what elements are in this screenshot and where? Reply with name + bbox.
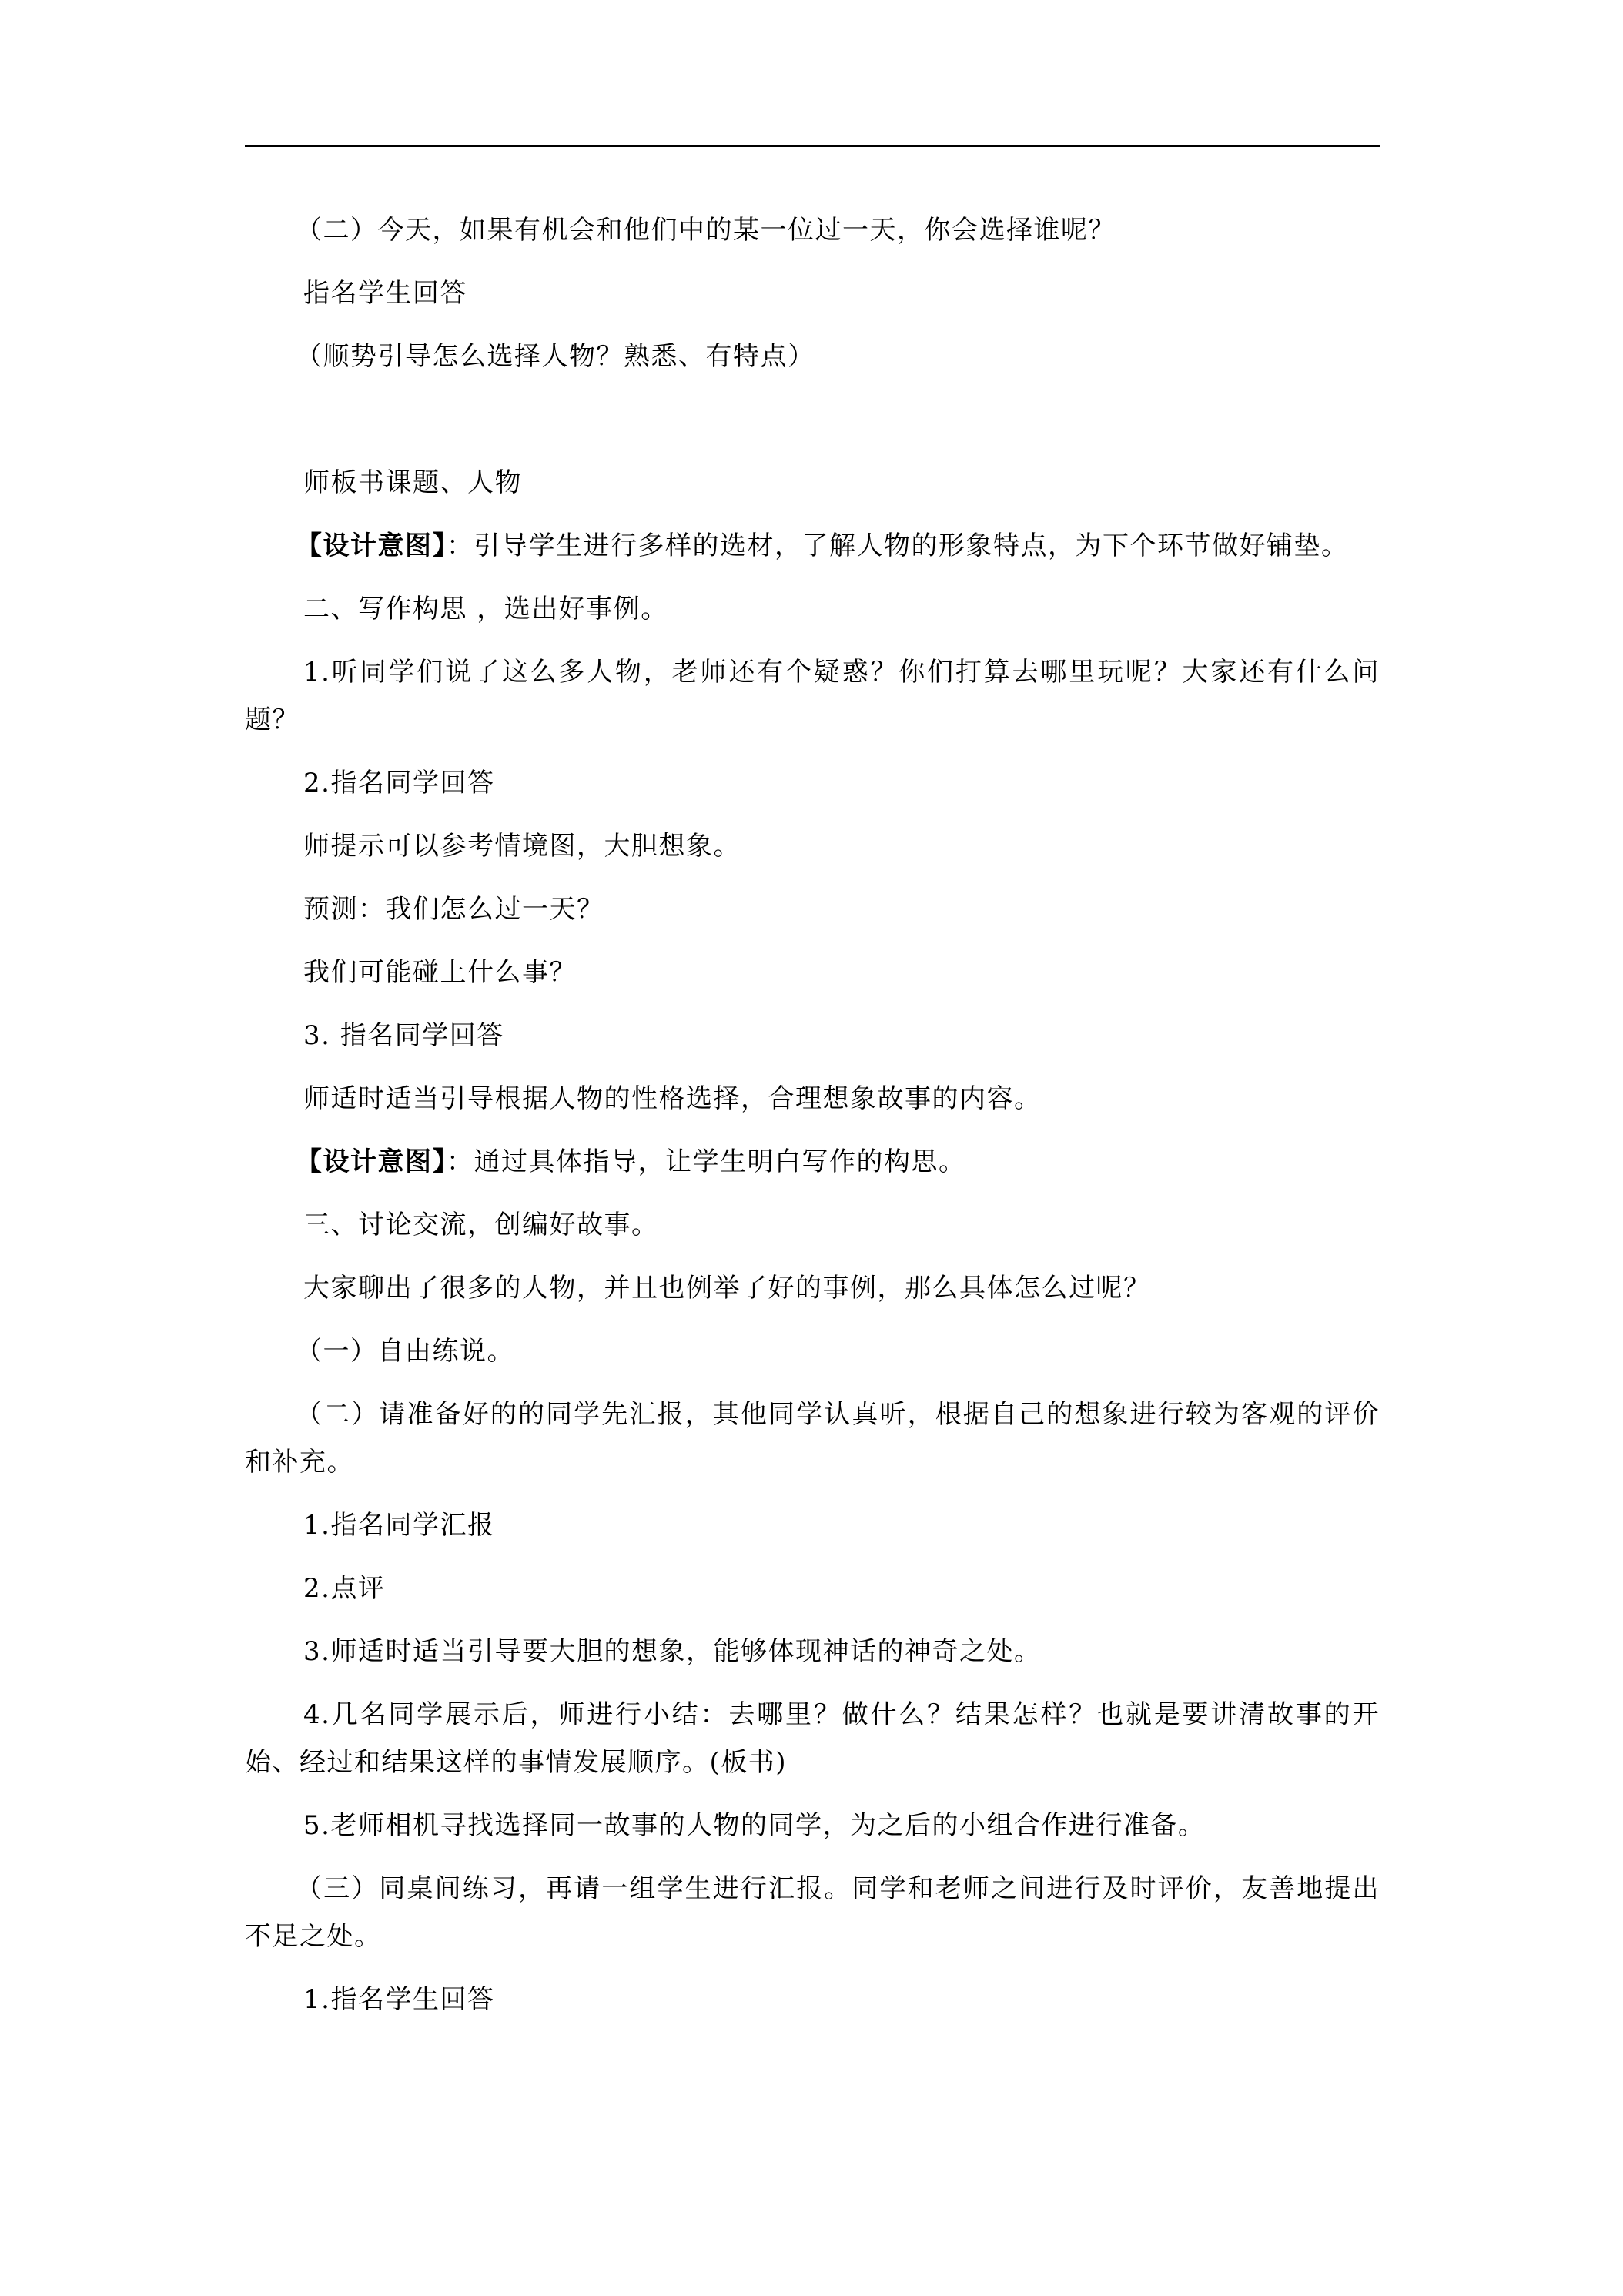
design-intent-text: ：通过具体指导，让学生明白写作的构思。	[447, 1146, 966, 1177]
paragraph: 我们可能碰上什么事？	[303, 957, 577, 988]
paragraph: 1.指名同学汇报	[303, 1510, 495, 1541]
paragraph: 师提示可以参考情境图，大胆想象。	[303, 831, 741, 862]
paragraph: 预测：我们怎么过一天？	[303, 894, 604, 925]
paragraph: （三）同桌间练习，再请一组学生进行汇报。同学和老师之间进行及时评价，友善地提出不足之处。	[245, 1873, 1380, 1952]
paragraph: 4.几名同学展示后，师进行小结：去哪里？做什么？结果怎样？也就是要讲清故事的开始、经过和结果这样的事情发展顺序。(板书)	[245, 1699, 1380, 1778]
paragraph: （二）请准备好的的同学先汇报，其他同学认真听，根据自己的想象进行较为客观的评价和补充。	[245, 1399, 1380, 1478]
section-heading: 二、写作构思 ，选出好事例。	[303, 594, 668, 624]
paragraph: 3.师适时适当引导要大胆的想象，能够体现神话的神奇之处。	[303, 1636, 1042, 1667]
paragraph: （顺势引导怎么选择人物？熟悉、有特点）	[296, 341, 815, 372]
paragraph: （一）自由练说。	[296, 1336, 514, 1367]
paragraph: 师适时适当引导根据人物的性格选择，合理想象故事的内容。	[303, 1083, 1042, 1114]
paragraph: 1.指名学生回答	[303, 1984, 495, 2015]
paragraph: （二）今天，如果有机会和他们中的某一位过一天，你会选择谁呢？	[296, 215, 1116, 246]
document-body	[245, 206, 1380, 2039]
paragraph: 大家聊出了很多的人物，并且也例举了好的事例，那么具体怎么过呢？	[303, 1273, 1151, 1304]
design-intent-text: ：引导学生进行多样的选材，了解人物的形象特点，为下个环节做好铺垫。	[447, 530, 1349, 561]
paragraph: 5.老师相机寻找选择同一故事的人物的同学，为之后的小组合作进行准备。	[303, 1810, 1206, 1841]
design-intent-paragraph	[245, 1138, 1380, 1186]
paragraph: 指名学生回答	[303, 278, 467, 309]
design-intent-paragraph	[245, 522, 1380, 570]
header-rule	[245, 145, 1380, 147]
paragraph: 2.指名同学回答	[303, 768, 495, 798]
section-heading: 三、讨论交流，创编好故事。	[303, 1210, 659, 1240]
paragraph: 1.听同学们说了这么多人物，老师还有个疑惑？你们打算去哪里玩呢？大家还有什么问题？	[245, 657, 1380, 735]
paragraph: 2.点评	[303, 1573, 386, 1604]
paragraph: 3. 指名同学回答	[303, 1020, 504, 1051]
design-intent-label: 【设计意图】	[296, 1146, 447, 1177]
design-intent-label: 【设计意图】	[296, 530, 447, 561]
paragraph: 师板书课题、人物	[303, 467, 522, 498]
